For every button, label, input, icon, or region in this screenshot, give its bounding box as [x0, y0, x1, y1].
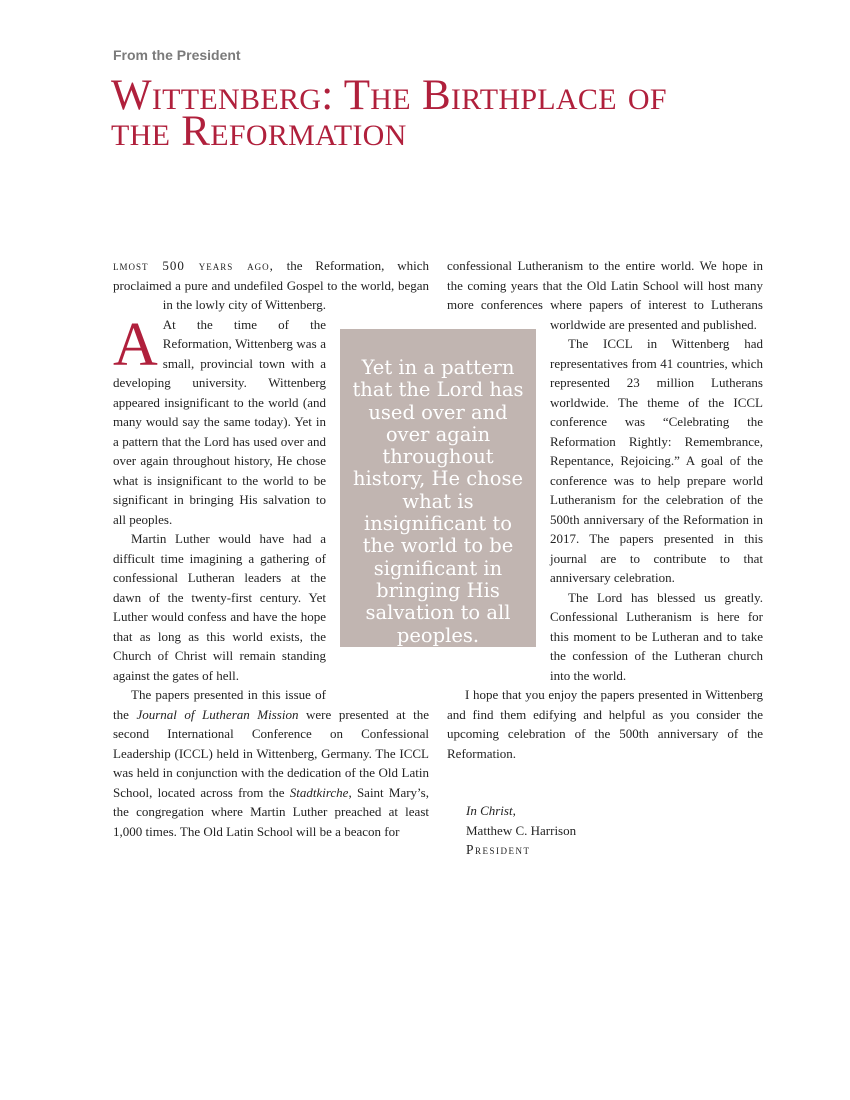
- paragraph-2: Martin Luther would have had a difficult time imagining a gathering of confessional Lutheran leaders at the dawn of the twenty-first century. Yet Luther would confess and have the hope that as long as this world exists, the Church of Christ will remain standing against the gates of hell.: [113, 531, 326, 683]
- paragraph-1-text: the Reformation, which proclaimed a pure and undefiled Gospel to the world, began in the lowly city of Wittenberg. At the time of the Reformation, Wittenberg was a small, provincial town with a developing university. Wittenberg appeared insignificant to the world (and many would say the same today). Yet in a pattern that the Lord has used over and over again throughout history, He chose what is insignificant to the world to be significant in bringing His salvation to all peoples.: [113, 258, 429, 527]
- paragraph-5: The ICCL in Wittenberg had representatives from 41 countries, which represented 23 million Lutherans worldwide. The theme of the ICCL conference was “Celebrating the Reformation Rightly: Remembrance, Repentance, Rejoicing.” A goal of the conference was to help prepare world Lutheranism for the celebration of the 500th anniversary of the Reformation in 2017. The papers presented in this journal are to contribute to that anniversary celebration.: [550, 336, 763, 585]
- stadtkirche: Stadtkirche: [289, 784, 349, 800]
- paragraph-6: The Lord has blessed us greatly. Confessional Lutheranism is here for this moment to be Lutheran and to take the confession of the Lutheran church into the world.: [550, 589, 763, 683]
- paragraph-7: I hope that you enjoy the papers presented in Wittenberg and find them edifying and helpful as you consider the upcoming celebration of the 500th anniversary of the Reformation.: [447, 687, 763, 761]
- drop-cap: A: [113, 311, 158, 379]
- paragraph-4: confessional Lutheranism to the entire world. We hope in the coming years that the Old Latin School will host many more conferences where papers of interest to Lutherans worldwide are presented and published.: [447, 258, 763, 332]
- lead-in-smallcaps: lmost 500 years ago,: [113, 258, 274, 273]
- journal-name: Journal of Lutheran Mission: [136, 706, 299, 722]
- closing-line: In Christ,: [466, 803, 516, 818]
- paragraph-3: The papers presented in this issue of the Journal of Lutheran Mission were presented at the second International Conference on Confessional Leadership (ICCL) held in Wittenberg, Germany. The ICCL was held in conjunction with the dedication of the Old Latin School, located across from the Stadtkirche, Saint Mary’s, the congregation where Martin Luther preached at least 1,000 times. The Old Latin School will be a beacon for: [113, 687, 429, 839]
- pull-quote: Yet in a pattern that the Lord has used over and over again throughout history, He chose what is insignificant to the world to be significant in bringing His salvation to all peoples.: [340, 329, 536, 647]
- article-title: Wittenberg: The Birthplace of the Reformation: [111, 72, 667, 155]
- signature-block: [466, 801, 576, 860]
- signer-role: President: [466, 842, 531, 857]
- section-kicker: From the President: [113, 47, 241, 63]
- signer-name: Matthew C. Harrison: [466, 822, 577, 838]
